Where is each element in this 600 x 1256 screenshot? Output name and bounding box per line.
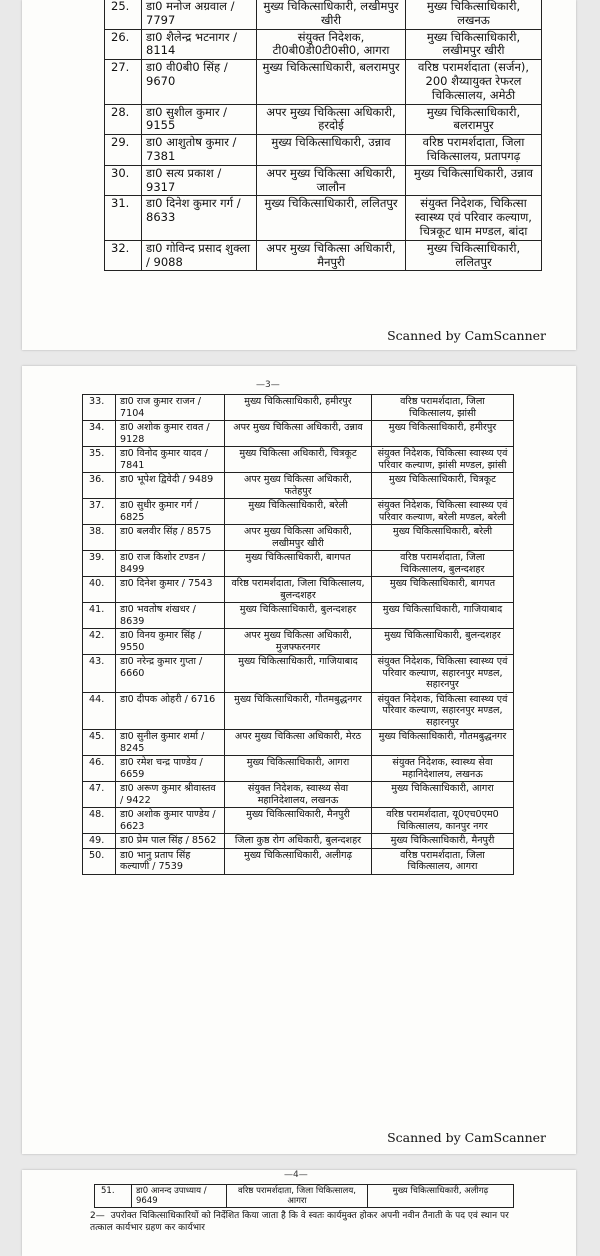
table-row [105, 104, 542, 135]
officer-name-cell: डा0 विनोद कुमार यादव / 7841 [116, 447, 225, 473]
paragraph-number: 2— [90, 1211, 105, 1221]
new-post-cell: मुख्य चिकित्साधिकारी, बलरामपुर [406, 104, 542, 135]
paragraph-text: उपरोक्त चिकित्साधिकारियों को निर्देशित किया जाता है कि वे स्वतः कार्यमुक्त होकर अपनी नवीन तैनाती के पद एवं स्थान पर तत्काल कार्यभार ग्रहण कर कार्यभार [90, 1211, 509, 1234]
current-post-cell: मुख्य चिकित्साधिकारी, उन्नाव [257, 135, 406, 166]
table-row [95, 1185, 514, 1208]
officer-name-cell: डा0 शैलेन्द्र भटनागर / 8114 [142, 29, 257, 60]
new-post-cell: वरिष्ठ परामर्शदाता, यू0एच0एम0 चिकित्सालय, कानपुर नगर [372, 808, 514, 834]
current-post-cell: अपर मुख्य चिकित्सा अधिकारी, मैनपुरी [257, 240, 406, 271]
serial-number-cell: 29. [105, 135, 142, 166]
table-row [83, 756, 514, 782]
officer-name-cell: डा0 आशुतोष कुमार / 7381 [142, 135, 257, 166]
scanned-page-1 [22, 0, 576, 350]
current-post-cell: मुख्य चिकित्साधिकारी, हमीरपुर [225, 395, 372, 421]
serial-number-cell: 44. [83, 692, 116, 730]
serial-number-cell: 40. [83, 577, 116, 603]
current-post-cell: संयुक्त निदेशक, स्वास्थ्य सेवा महानिदेशालय, लखनऊ [225, 782, 372, 808]
serial-number-cell: 46. [83, 756, 116, 782]
new-post-cell: मुख्य चिकित्साधिकारी, लखनऊ [406, 0, 542, 29]
serial-number-cell: 51. [95, 1185, 132, 1208]
table-body [105, 0, 542, 271]
current-post-cell: अपर मुख्य चिकित्सा अधिकारी, उन्नाव [225, 421, 372, 447]
current-post-cell: मुख्य चिकित्सा अधिकारी, चित्रकूट [225, 447, 372, 473]
current-post-cell: जिला कुष्ठ रोग अधिकारी, बुलन्दशहर [225, 834, 372, 849]
table-row [105, 29, 542, 60]
current-post-cell: मुख्य चिकित्साधिकारी, मैनपुरी [225, 808, 372, 834]
officer-name-cell: डा0 रमेश चन्द्र पाण्डेय / 6659 [116, 756, 225, 782]
new-post-cell: मुख्य चिकित्साधिकारी, लखीमपुर खीरी [406, 29, 542, 60]
officer-name-cell: डा0 मनोज अग्रवाल / 7797 [142, 0, 257, 29]
scanned-page-2 [22, 366, 576, 1154]
table-row [83, 692, 514, 730]
table-body [95, 1185, 514, 1208]
current-post-cell: मुख्य चिकित्साधिकारी, ललितपुर [257, 196, 406, 240]
new-post-cell: संयुक्त निदेशक, चिकित्सा स्वास्थ्य एवं परिवार कल्याण, चित्रकूट धाम मण्डल, बांदा [406, 196, 542, 240]
instruction-paragraph [90, 1210, 530, 1234]
new-post-cell: मुख्य चिकित्साधिकारी, बरेली [372, 525, 514, 551]
table-row [83, 655, 514, 693]
table-row [83, 730, 514, 756]
new-post-cell: संयुक्त निदेशक, चिकित्सा स्वास्थ्य एवं परिवार कल्याण, सहारनपुर मण्डल, सहारनपुर [372, 655, 514, 693]
serial-number-cell: 45. [83, 730, 116, 756]
new-post-cell: मुख्य चिकित्साधिकारी, बुलन्दशहर [372, 629, 514, 655]
officer-name-cell: डा0 गोविन्द प्रसाद शुक्ला / 9088 [142, 240, 257, 271]
current-post-cell: अपर मुख्य चिकित्सा अधिकारी, फतेहपुर [225, 473, 372, 499]
serial-number-cell: 47. [83, 782, 116, 808]
current-post-cell: मुख्य चिकित्साधिकारी, बुलन्दशहर [225, 603, 372, 629]
serial-number-cell: 27. [105, 60, 142, 104]
table-row [83, 808, 514, 834]
serial-number-cell: 42. [83, 629, 116, 655]
officer-name-cell: डा0 वी0बी0 सिंह / 9670 [142, 60, 257, 104]
current-post-cell: अपर मुख्य चिकित्सा अधिकारी, मुजफ्फरनगर [225, 629, 372, 655]
current-post-cell: अपर मुख्य चिकित्सा अधिकारी, मेरठ [225, 730, 372, 756]
table-row [83, 629, 514, 655]
table-row [83, 499, 514, 525]
serial-number-cell: 32. [105, 240, 142, 271]
serial-number-cell: 25. [105, 0, 142, 29]
table-body [83, 395, 514, 875]
officer-name-cell: डा0 भानु प्रताप सिंह कल्याणी / 7539 [116, 848, 225, 874]
serial-number-cell: 33. [83, 395, 116, 421]
current-post-cell: वरिष्ठ परामर्शदाता, जिला चिकित्सालय, बुलन्दशहर [225, 577, 372, 603]
new-post-cell: वरिष्ठ परामर्शदाता, जिला चिकित्सालय, आगरा [372, 848, 514, 874]
new-post-cell: वरिष्ठ परामर्शदाता, जिला चिकित्सालय, प्रतापगढ़ [406, 135, 542, 166]
serial-number-cell: 28. [105, 104, 142, 135]
scanner-watermark: Scanned by CamScanner [387, 328, 546, 343]
current-post-cell: अपर मुख्य चिकित्सा अधिकारी, हरदोई [257, 104, 406, 135]
new-post-cell: संयुक्त निदेशक, स्वास्थ्य सेवा महानिदेशालय, लखनऊ [372, 756, 514, 782]
new-post-cell: संयुक्त निदेशक, चिकित्सा स्वास्थ्य एवं परिवार कल्याण, झांसी मण्डल, झांसी [372, 447, 514, 473]
current-post-cell: मुख्य चिकित्साधिकारी, अलीगढ़ [225, 848, 372, 874]
table-row [83, 421, 514, 447]
serial-number-cell: 36. [83, 473, 116, 499]
new-post-cell: मुख्य चिकित्साधिकारी, उन्नाव [406, 165, 542, 196]
current-post-cell: मुख्य चिकित्साधिकारी, आगरा [225, 756, 372, 782]
serial-number-cell: 34. [83, 421, 116, 447]
serial-number-cell: 41. [83, 603, 116, 629]
officer-name-cell: डा0 प्रेम पाल सिंह / 8562 [116, 834, 225, 849]
officer-name-cell: डा0 दिनेश कुमार गर्ग / 8633 [142, 196, 257, 240]
current-post-cell: मुख्य चिकित्साधिकारी, गाजियाबाद [225, 655, 372, 693]
table-row [83, 834, 514, 849]
officer-name-cell: डा0 दिनेश कुमार / 7543 [116, 577, 225, 603]
officer-name-cell: डा0 भवतोष शंखधर / 8639 [116, 603, 225, 629]
new-post-cell: वरिष्ठ परामर्शदाता, जिला चिकित्सालय, झांसी [372, 395, 514, 421]
officer-name-cell: डा0 बलवीर सिंह / 8575 [116, 525, 225, 551]
table-row [105, 196, 542, 240]
new-post-cell: मुख्य चिकित्साधिकारी, हमीरपुर [372, 421, 514, 447]
officer-name-cell: डा0 दीपक ओहरी / 6716 [116, 692, 225, 730]
officer-name-cell: डा0 राज कुमार राजन / 7104 [116, 395, 225, 421]
table-row [83, 577, 514, 603]
page-number: —3— [256, 380, 280, 390]
current-post-cell: संयुक्त निदेशक, टी0बी0डी0टी0सी0, आगरा [257, 29, 406, 60]
current-post-cell: मुख्य चिकित्साधिकारी, बरेली [225, 499, 372, 525]
new-post-cell: मुख्य चिकित्साधिकारी, बागपत [372, 577, 514, 603]
serial-number-cell: 49. [83, 834, 116, 849]
new-post-cell: वरिष्ठ परामर्शदाता (सर्जन), 200 शैय्यायुक्त रेफरल चिकित्सालय, अमेठी [406, 60, 542, 104]
current-post-cell: वरिष्ठ परामर्शदाता, जिला चिकित्सालय, आगरा [227, 1185, 368, 1208]
page-number: —4— [284, 1170, 308, 1180]
serial-number-cell: 37. [83, 499, 116, 525]
officer-name-cell: डा0 सुशील कुमार / 9155 [142, 104, 257, 135]
current-post-cell: मुख्य चिकित्साधिकारी, गौतमबुद्धनगर [225, 692, 372, 730]
serial-number-cell: 26. [105, 29, 142, 60]
table-row [83, 782, 514, 808]
table-row [83, 447, 514, 473]
table-row [83, 395, 514, 421]
officer-name-cell: डा0 सत्य प्रकाश / 9317 [142, 165, 257, 196]
officer-name-cell: डा0 अरूण कुमार श्रीवास्तव / 9422 [116, 782, 225, 808]
serial-number-cell: 35. [83, 447, 116, 473]
serial-number-cell: 50. [83, 848, 116, 874]
table-row [83, 551, 514, 577]
serial-number-cell: 39. [83, 551, 116, 577]
new-post-cell: मुख्य चिकित्साधिकारी, ललितपुर [406, 240, 542, 271]
new-post-cell: मुख्य चिकित्साधिकारी, गाजियाबाद [372, 603, 514, 629]
new-post-cell: मुख्य चिकित्साधिकारी, आगरा [372, 782, 514, 808]
transfer-table-page-3 [94, 1184, 514, 1208]
new-post-cell: मुख्य चिकित्साधिकारी, गौतमबुद्धनगर [372, 730, 514, 756]
scanned-page-3 [22, 1170, 576, 1256]
current-post-cell: मुख्य चिकित्साधिकारी, बागपत [225, 551, 372, 577]
serial-number-cell: 48. [83, 808, 116, 834]
new-post-cell: संयुक्त निदेशक, चिकित्सा स्वास्थ्य एवं परिवार कल्याण, सहारनपुर मण्डल, सहारनपुर [372, 692, 514, 730]
current-post-cell: अपर मुख्य चिकित्सा अधिकारी, जालौन [257, 165, 406, 196]
officer-name-cell: डा0 अशोक कुमार रावत / 9128 [116, 421, 225, 447]
table-row [105, 60, 542, 104]
new-post-cell: मुख्य चिकित्साधिकारी, चित्रकूट [372, 473, 514, 499]
new-post-cell: वरिष्ठ परामर्शदाता, जिला चिकित्सालय, बुलन्दशहर [372, 551, 514, 577]
current-post-cell: अपर मुख्य चिकित्सा अधिकारी, लखीमपुर खीरी [225, 525, 372, 551]
table-row [83, 525, 514, 551]
new-post-cell: मुख्य चिकित्साधिकारी, अलीगढ़ [368, 1185, 514, 1208]
officer-name-cell: डा0 राज किशोर टण्डन / 8499 [116, 551, 225, 577]
serial-number-cell: 30. [105, 165, 142, 196]
new-post-cell: संयुक्त निदेशक, चिकित्सा स्वास्थ्य एवं परिवार कल्याण, बरेली मण्डल, बरेली [372, 499, 514, 525]
table-row [83, 473, 514, 499]
officer-name-cell: डा0 सुधीर कुमार गर्ग / 6825 [116, 499, 225, 525]
officer-name-cell: डा0 नरेन्द्र कुमार गुप्ता / 6660 [116, 655, 225, 693]
table-row [83, 603, 514, 629]
officer-name-cell: डा0 आनन्द उपाध्याय / 9649 [132, 1185, 227, 1208]
current-post-cell: मुख्य चिकित्साधिकारी, लखीमपुर खीरी [257, 0, 406, 29]
serial-number-cell: 31. [105, 196, 142, 240]
new-post-cell: मुख्य चिकित्साधिकारी, मैनपुरी [372, 834, 514, 849]
scanner-watermark: Scanned by CamScanner [387, 1130, 546, 1145]
current-post-cell: मुख्य चिकित्साधिकारी, बलरामपुर [257, 60, 406, 104]
officer-name-cell: डा0 भूपेश द्विवेदी / 9489 [116, 473, 225, 499]
serial-number-cell: 43. [83, 655, 116, 693]
table-row [105, 0, 542, 29]
table-row [105, 165, 542, 196]
transfer-table-page-2 [82, 394, 514, 875]
table-row [105, 240, 542, 271]
transfer-table-page-1 [104, 0, 542, 271]
officer-name-cell: डा0 विनय कुमार सिंह / 9550 [116, 629, 225, 655]
serial-number-cell: 38. [83, 525, 116, 551]
officer-name-cell: डा0 सुनील कुमार शर्मा / 8245 [116, 730, 225, 756]
table-row [105, 135, 542, 166]
table-row [83, 848, 514, 874]
officer-name-cell: डा0 अशोक कुमार पाण्डेय / 6623 [116, 808, 225, 834]
